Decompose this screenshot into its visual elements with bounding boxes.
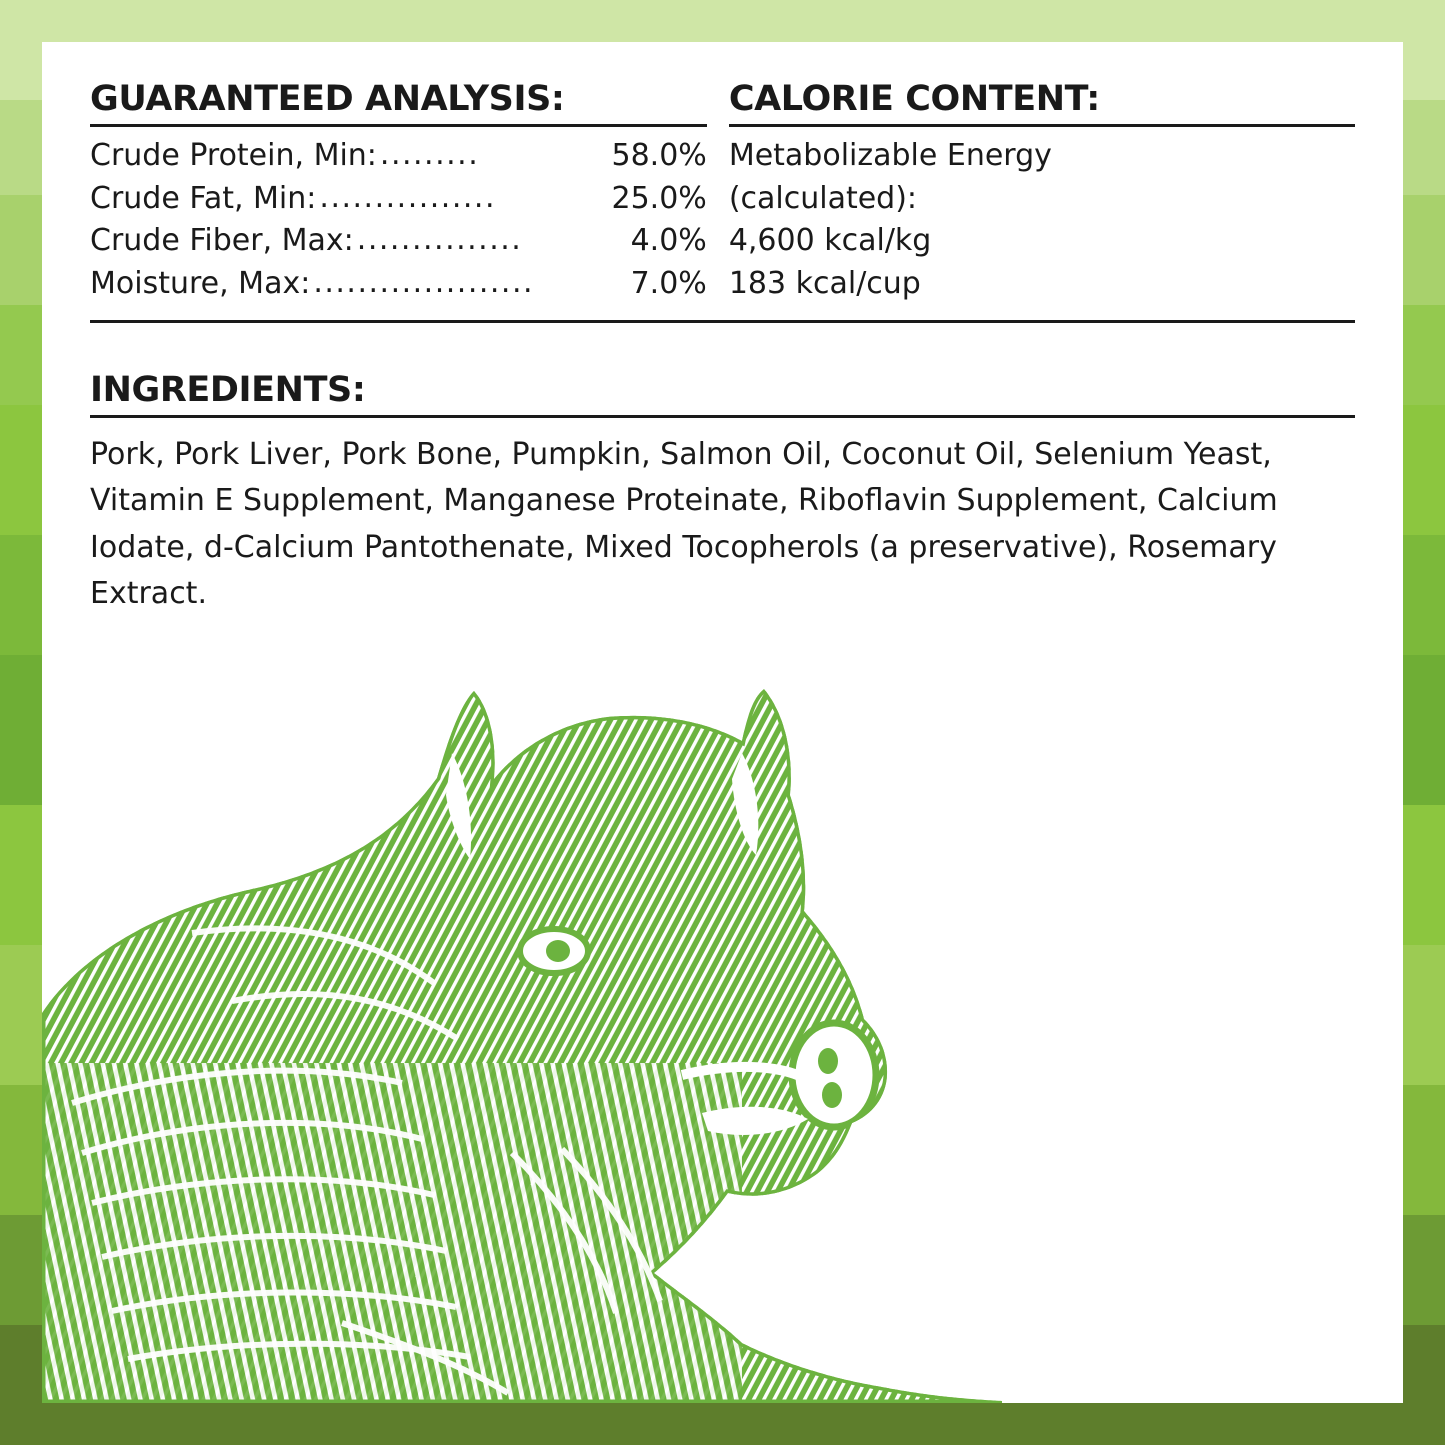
calorie-line: 4,600 kcal/kg xyxy=(728,223,932,259)
boar-head-illustration xyxy=(42,683,1403,1403)
nutrient-label: Crude Protein, Min: xyxy=(90,138,377,174)
leader-dots: ................ xyxy=(319,179,496,215)
guaranteed-analysis-heading: GUARANTEED ANALYSIS: xyxy=(90,79,565,119)
calorie-line: (calculated): xyxy=(728,180,918,216)
nutrient-value: 4.0% xyxy=(630,223,707,259)
top-sections xyxy=(90,80,1355,306)
calorie-content-section xyxy=(729,80,1355,306)
nutrient-value: 58.0% xyxy=(611,138,707,174)
nutrient-label: Moisture, Max: xyxy=(90,265,311,301)
nutrient-label: Crude Fiber, Max: xyxy=(90,223,354,259)
calorie-content-divider xyxy=(729,124,1355,127)
calorie-content-heading: CALORIE CONTENT: xyxy=(728,79,1100,119)
guaranteed-analysis-row xyxy=(90,220,707,263)
nutrition-label-panel xyxy=(42,42,1403,1403)
guaranteed-analysis-row xyxy=(90,263,707,306)
guaranteed-analysis-row xyxy=(90,135,707,178)
nutrient-value: 25.0% xyxy=(611,180,707,216)
guaranteed-analysis-divider xyxy=(90,124,707,127)
calorie-line: 183 kcal/cup xyxy=(728,265,921,301)
label-content xyxy=(90,80,1355,618)
leader-dots: ............... xyxy=(356,222,523,258)
ingredients-section xyxy=(90,371,1355,618)
leader-dots: ......... xyxy=(379,137,480,173)
ingredients-list: Pork, Pork Liver, Pork Bone, Pumpkin, Salmon Oil, Coconut Oil, Selenium Yeast, Vitamin E Supplement, Manganese Proteinate, Riboflavin Supplement, Calcium Iodate, d-Calcium Pantothenate, Mixed Tocopherols (a preservative), Rosemary Extract. xyxy=(90,436,1278,612)
leader-dots: .................... xyxy=(313,264,535,300)
ingredients-heading: INGREDIENTS: xyxy=(90,369,366,410)
section-separator xyxy=(90,320,1355,323)
calorie-line: Metabolizable Energy xyxy=(728,138,1052,174)
nutrient-label: Crude Fat, Min: xyxy=(90,180,317,216)
guaranteed-analysis-row xyxy=(90,178,707,221)
guaranteed-analysis-section xyxy=(90,80,729,306)
nutrient-value: 7.0% xyxy=(630,265,707,301)
ingredients-divider xyxy=(90,415,1355,418)
